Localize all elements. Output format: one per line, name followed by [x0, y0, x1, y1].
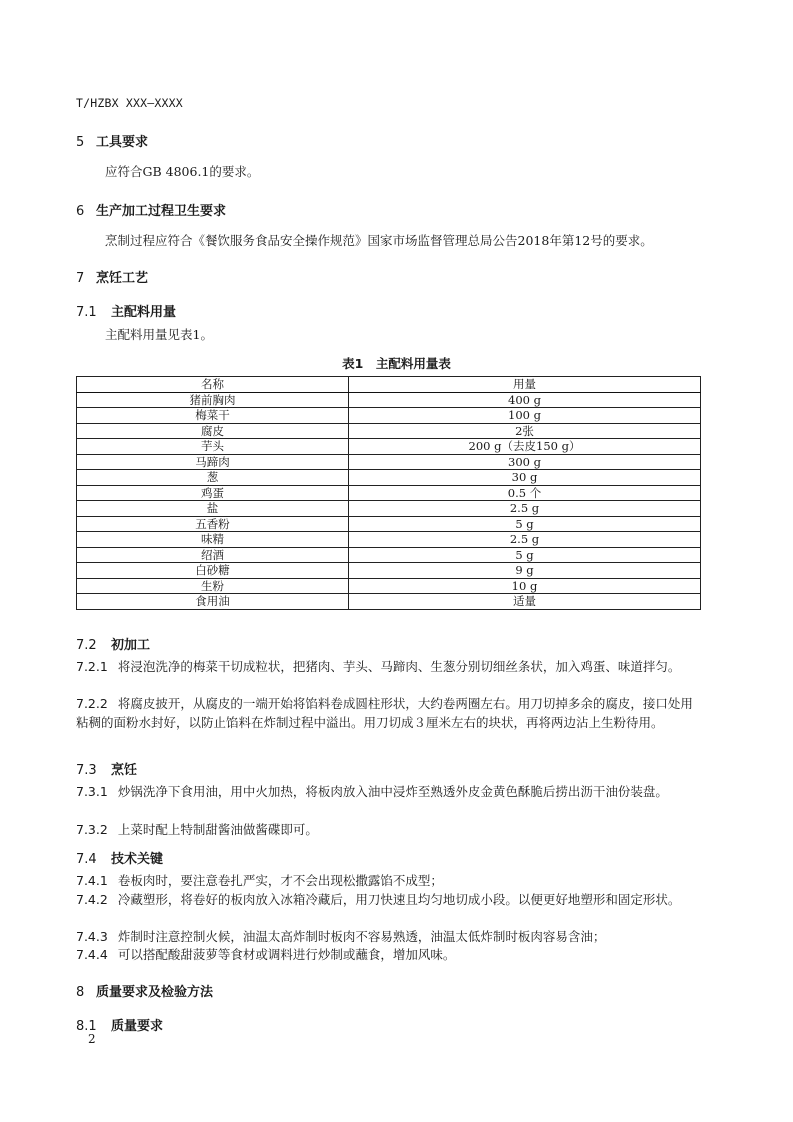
- section-number: 7.3: [76, 763, 97, 778]
- list-item: [76, 782, 700, 801]
- ingredient-name: 葱: [77, 470, 349, 486]
- heading-section-7: [76, 267, 148, 286]
- section-title: 初加工: [111, 638, 151, 653]
- section-title: 生产加工过程卫生要求: [96, 204, 227, 219]
- section-title: 技术关键: [111, 852, 164, 867]
- ingredient-amount: 适量: [349, 594, 701, 610]
- heading-section-5: [76, 131, 148, 150]
- section-title: 质量要求及检验方法: [96, 985, 214, 1000]
- item-text: 可以搭配酸甜菠萝等食材或调料进行炒制或蘸食，增加风味。: [117, 947, 456, 962]
- section-number: 8: [76, 985, 85, 1000]
- ingredient-amount: 2张: [349, 423, 701, 439]
- table-row: [77, 594, 701, 610]
- column-header-amount: 用量: [349, 377, 701, 393]
- list-item: [76, 657, 700, 676]
- document-code: T/HZBX XXX—XXXX: [76, 96, 183, 110]
- table-row: [77, 423, 701, 439]
- table-header-row: [77, 377, 701, 393]
- item-text: 上菜时配上特制甜酱油做酱碟即可。: [117, 822, 318, 837]
- section-title: 质量要求: [111, 1019, 164, 1034]
- ingredient-amount: 200 g（去皮150 g）: [349, 439, 701, 455]
- item-number: 7.2.2: [76, 696, 108, 711]
- section-title: 烹饪: [111, 763, 138, 778]
- table-row: [77, 516, 701, 532]
- list-item: [76, 945, 700, 964]
- ingredient-name: 腐皮: [77, 423, 349, 439]
- section-7-1-text: 主配料用量见表1。: [105, 327, 213, 342]
- ingredient-name: 五香粉: [77, 516, 349, 532]
- heading-section-8: [76, 981, 213, 1000]
- section-number: 8.1: [76, 1019, 97, 1034]
- ingredient-name: 梅菜干: [77, 408, 349, 424]
- list-item: [76, 890, 700, 909]
- ingredient-name: 盐: [77, 501, 349, 517]
- section-number: 6: [76, 204, 85, 219]
- heading-section-7-2: [76, 634, 150, 653]
- section-number: 7.4: [76, 852, 97, 867]
- ingredient-amount: 5 g: [349, 516, 701, 532]
- list-item: [76, 871, 700, 890]
- heading-section-6: [76, 200, 226, 219]
- section-number: 7: [76, 271, 85, 286]
- ingredient-name: 芋头: [77, 439, 349, 455]
- ingredient-name: 马蹄肉: [77, 454, 349, 470]
- item-number: 7.4.2: [76, 892, 108, 907]
- item-number: 7.4.1: [76, 873, 108, 888]
- ingredient-name: 生粉: [77, 578, 349, 594]
- ingredient-name: 绍酒: [77, 547, 349, 563]
- page-number: 2: [88, 1032, 96, 1046]
- item-number: 7.4.4: [76, 947, 108, 962]
- heading-section-7-3: [76, 759, 137, 778]
- table-row: [77, 392, 701, 408]
- item-text: 将腐皮披开，从腐皮的一端开始将馅料卷成圆柱形状，大约卷两圈左右。用刀切掉多余的腐皮，接口处用粘稠的面粉水封好，以防止馅料在炸制过程中溢出。用刀切成３厘米左右的块状，再将两边沾上生粉待用。: [76, 696, 693, 730]
- item-text: 卷板肉时，要注意卷扎严实，才不会出现松撒露馅不成型；: [117, 873, 443, 888]
- section-number: 5: [76, 135, 85, 150]
- item-text: 冷藏塑形，将卷好的板肉放入冰箱冷藏后，用刀快速且均匀地切成小段。以便更好地塑形和固定形状。: [117, 892, 681, 907]
- list-item: [76, 820, 700, 839]
- item-text: 炒锅洗净下食用油，用中火加热，将板肉放入油中浸炸至熟透外皮金黄色酥脆后捞出沥干油份装盘。: [117, 784, 668, 799]
- column-header-name: 名称: [77, 377, 349, 393]
- ingredient-amount: 2.5 g: [349, 532, 701, 548]
- table-row: [77, 439, 701, 455]
- list-item: [76, 927, 700, 946]
- ingredient-amount: 0.5 个: [349, 485, 701, 501]
- section-6-text: 烹制过程应符合《餐饮服务食品安全操作规范》国家市场监督管理总局公告2018年第12号的要求。: [105, 233, 653, 248]
- ingredient-name: 鸡蛋: [77, 485, 349, 501]
- section-5-text: 应符合GB 4806.1的要求。: [105, 164, 260, 179]
- ingredient-name: 白砂糖: [77, 563, 349, 579]
- ingredient-amount: 400 g: [349, 392, 701, 408]
- item-number: 7.3.2: [76, 822, 108, 837]
- list-item: [76, 694, 700, 732]
- section-title: 烹饪工艺: [96, 271, 149, 286]
- ingredient-name: 猪前胸肉: [77, 392, 349, 408]
- item-text: 将浸泡洗净的梅菜干切成粒状，把猪肉、芋头、马蹄肉、生葱分别切细丝条状，加入鸡蛋、味道拌匀。: [117, 659, 681, 674]
- section-number: 7.2: [76, 638, 97, 653]
- table-row: [77, 563, 701, 579]
- table-row: [77, 470, 701, 486]
- item-number: 7.3.1: [76, 784, 108, 799]
- ingredient-amount: 5 g: [349, 547, 701, 563]
- heading-section-7-4: [76, 848, 163, 867]
- item-text: 炸制时注意控制火候，油温太高炸制时板肉不容易熟透，油温太低炸制时板肉容易含油；: [117, 929, 606, 944]
- heading-section-7-1: [76, 301, 176, 320]
- ingredient-amount: 2.5 g: [349, 501, 701, 517]
- ingredient-amount: 30 g: [349, 470, 701, 486]
- table-row: [77, 501, 701, 517]
- table-row: [77, 578, 701, 594]
- table-row: [77, 532, 701, 548]
- table-row: [77, 454, 701, 470]
- section-number: 7.1: [76, 305, 97, 320]
- table-row: [77, 408, 701, 424]
- ingredient-name: 食用油: [77, 594, 349, 610]
- ingredient-amount: 100 g: [349, 408, 701, 424]
- item-number: 7.2.1: [76, 659, 108, 674]
- table-caption: 表1 主配料用量表: [342, 356, 451, 371]
- ingredients-table: [76, 376, 701, 610]
- table-row: [77, 547, 701, 563]
- section-title: 主配料用量: [111, 305, 177, 320]
- ingredient-amount: 300 g: [349, 454, 701, 470]
- ingredient-amount: 10 g: [349, 578, 701, 594]
- table-row: [77, 485, 701, 501]
- section-title: 工具要求: [96, 135, 149, 150]
- item-number: 7.4.3: [76, 929, 108, 944]
- ingredient-amount: 9 g: [349, 563, 701, 579]
- ingredient-name: 味精: [77, 532, 349, 548]
